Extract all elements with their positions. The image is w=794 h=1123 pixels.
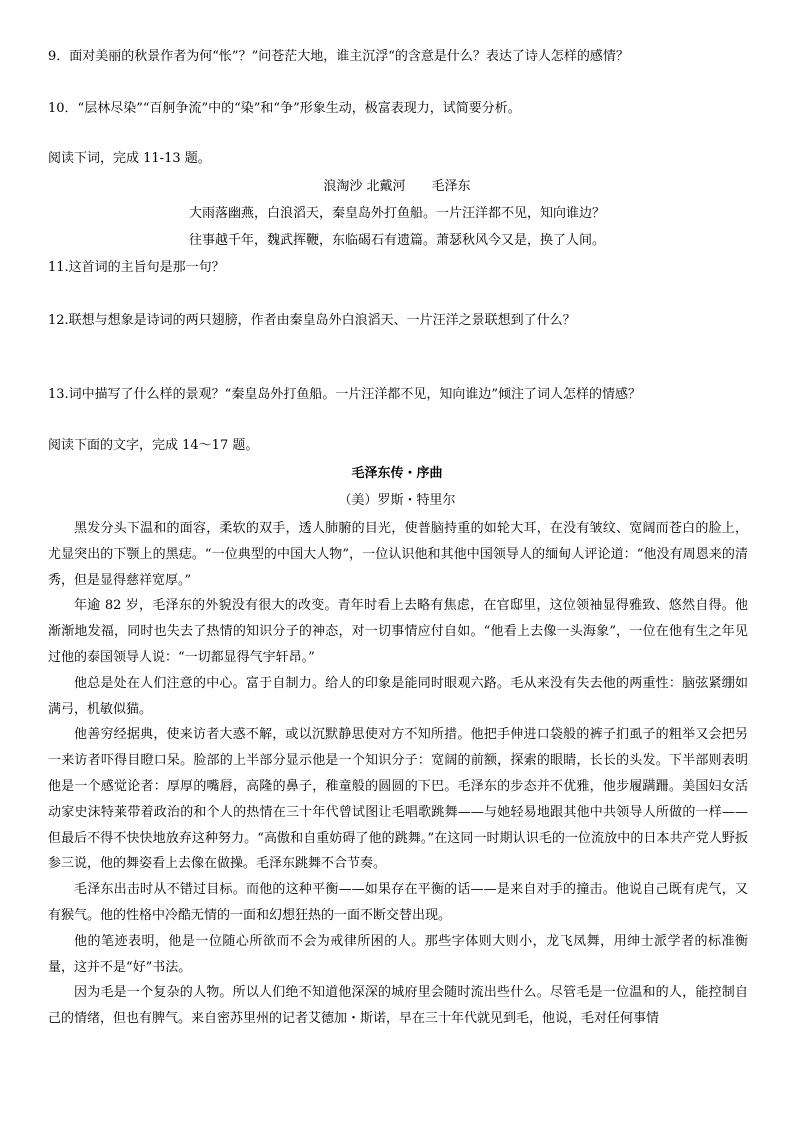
article-paragraph: 他的笔迹表明，他是一位随心所欲而不会为戒律所困的人。那些字体则大则小，龙飞凤舞，用绅士派学者的标准衡量，这并不是“好”书法。 — [48, 933, 748, 975]
article-body — [48, 516, 748, 1032]
article-author: （美）罗斯・特里尔 — [338, 493, 456, 508]
question-11: 11.这首词的主旨句是那一句？ — [48, 260, 225, 275]
article-paragraph: 黑发分头下温和的面容，柔软的双手，透人肺腑的目光，使普脑持重的如轮大耳，在没有皱纹、宽阔而苍白的脸上，尤显突出的下颚上的黑痣。“一位典型的中国大人物”，一位认识他和其他中国领导人的缅甸人评论道：“他没有周恩来的清秀，但是显得慈祥宽厚。” — [48, 521, 748, 588]
article-paragraph: 他善穷经据典，使来访者大惑不解，或以沉默静思使对方不知所措。他把手伸进口袋般的裤子扪虱子的粗举又会把另一来访者吓得目瞪口呆。脸部的上半部分显示他是一个知识分子：宽阔的前额，探索的眼睛，长长的头发。下半部则表明他是一个感觉论者：厚厚的嘴唇，高隆的鼻子，稚童般的圆圆的下巴。毛泽东的步态并不优雅，他步履蹒跚。美国妇女活动家史沫特莱带着政治的和个人的热情在三十年代曾试图让毛唱歌跳舞——与她轻易地跟其他中共领导人所做的一样——但最后不得不快快地放弃这种努力。“高傲和自重妨碍了他的跳舞。”在这同一时期认识毛的一位流放中的日本共产党人野扳参三说，他的舞姿看上去像在做操。毛泽东跳舞不合节奏。 — [48, 727, 748, 872]
article-paragraph: 毛泽东出击时从不错过目标。而他的这种平衡——如果存在平衡的话——是来自对手的撞击。他说自己既有虎气，又有猴气。他的性格中冷酷无情的一面和幻想狂热的一面不断交替出现。 — [48, 882, 748, 923]
question-12: 12.联想与想象是诗词的两只翅膀，作者由秦皇岛外白浪滔天、一片汪洋之景联想到了什么？ — [48, 313, 576, 328]
article-title: 毛泽东传・序曲 — [351, 466, 443, 481]
question-9: 9．面对美丽的秋景作者为何“怅”？”问苍茫大地，谁主沉浮“的含意是什么？表达了诗人怎样的感情？ — [48, 49, 629, 64]
question-10: 10．“层林尽染”“百舸争流”中的“染”和“争”形象生动，极富表现力，试简要分析。 — [48, 101, 521, 116]
article-paragraph: 他总是处在人们注意的中心。富于自制力。给人的印象是能同时眼观六路。毛从来没有失去他的两重性：脑弦紧绷如满弓，机敏似猫。 — [48, 675, 748, 717]
article-paragraph: 年逾 82 岁，毛泽东的外貌没有很大的改变。青年时看上去略有焦虑，在官邸里，这位领袖显得雅致、悠然自得。他渐渐地发福，同时也失去了热情的知识分子的神态，对一切事情应付自如。“他看上去像一头海象”，一位在他有生之年见过他的泰国领导人说：“一切都显得气宇轩昂。” — [48, 598, 748, 665]
poem-line-1: 大雨落幽燕，白浪滔天，秦皇岛外打鱼船。一片汪洋都不见，知向谁边？ — [188, 206, 605, 221]
section-instruction-1: 阅读下词，完成 11-13 题。 — [48, 151, 211, 166]
poem-line-2: 往事越千年，魏武挥鞭，东临碣石有遗篇。萧瑟秋风今又是，换了人间。 — [188, 233, 605, 248]
question-13: 13.词中描写了什么样的景观？“秦皇岛外打鱼船。一片汪洋都不见，知向谁边”倾注了词人怎样的情感？ — [48, 387, 641, 402]
section-instruction-2: 阅读下面的文字，完成 14～17 题。 — [48, 438, 259, 453]
poem-title: 浪淘沙 北戴河 毛泽东 — [323, 179, 471, 194]
article-paragraph: 因为毛是一个复杂的人物。所以人们绝不知道他深深的城府里会随时流出些什么。尽管毛是一位温和的人，能控制自己的情绪，但也有脾气。来自密苏里州的记者艾德加・斯诺，早在三十年代就见到毛，他说，毛对任何事情 — [48, 985, 748, 1027]
